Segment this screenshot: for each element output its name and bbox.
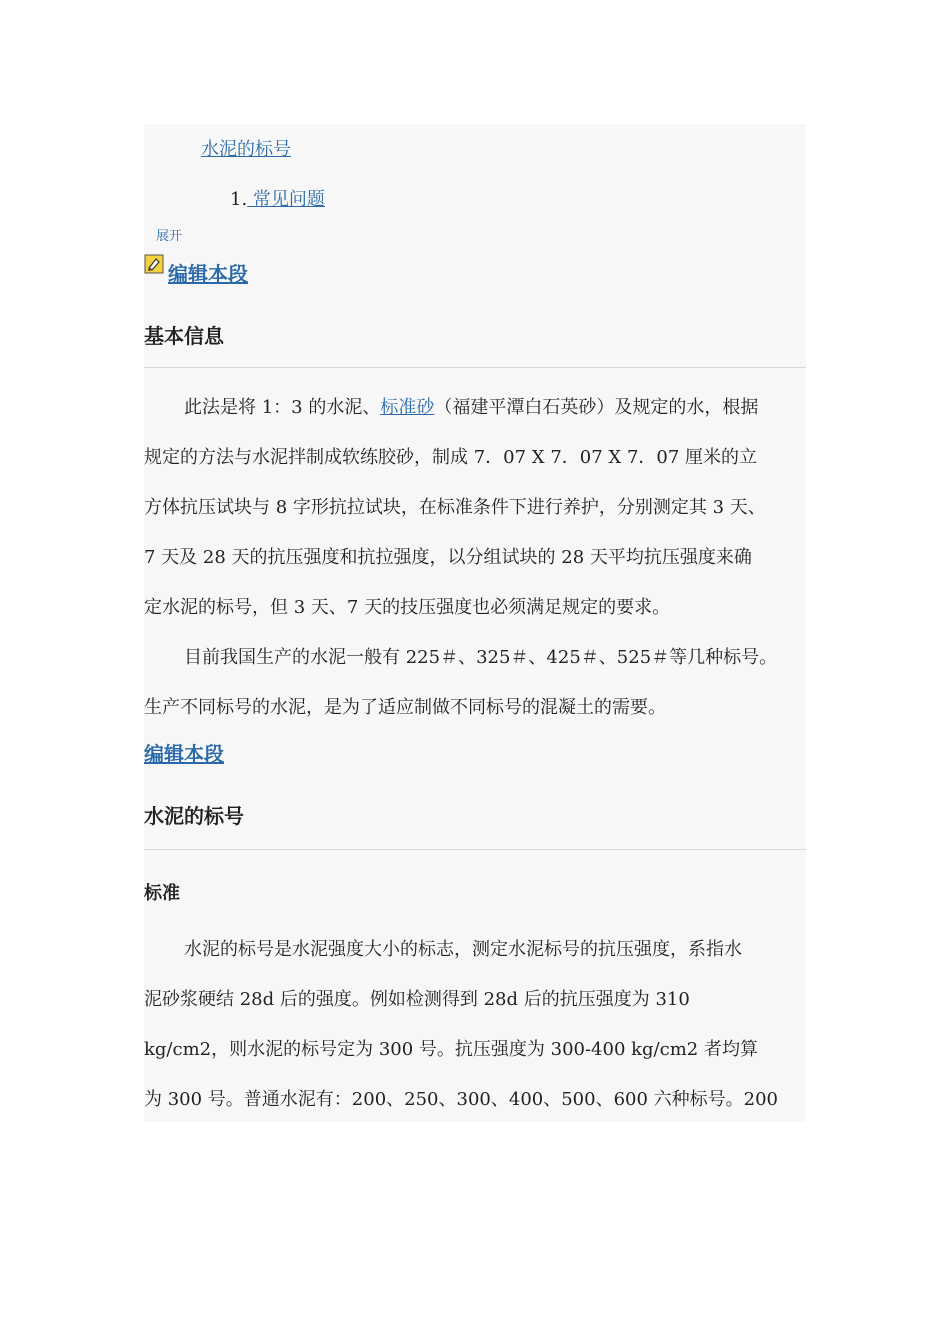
paragraph-line: 定水泥的标号，但 3 天、7 天的技压强度也必须满足规定的要求。 — [144, 597, 671, 618]
paragraph-line: kg/cm2，则水泥的标号定为 300 号。抗压强度为 300-400 kg/cm2 者均算 — [144, 1039, 758, 1060]
paragraph-line: 方体抗压试块与 8 字形抗拉试块，在标准条件下进行养护，分别测定其 3 天、 — [144, 497, 766, 518]
section-divider — [144, 367, 806, 368]
toc-item-faq — [230, 188, 325, 212]
edit-section-link-1[interactable]: 编辑本段 — [168, 262, 248, 286]
standard-sand-link[interactable]: 标准砂 — [380, 397, 435, 418]
paragraph-line: 7 天及 28 天的抗压强度和抗拉强度，以分组试块的 28 天平均抗压强度来确 — [144, 547, 752, 568]
section-heading-basic-info: 基本信息 — [144, 324, 224, 348]
paragraph-line: 泥砂浆硬结 28d 后的强度。例如检测得到 28d 后的抗压强度为 310 — [144, 989, 690, 1010]
edit-icon[interactable] — [144, 254, 164, 274]
paragraph-line: 规定的方法与水泥拌制成软练胶砂，制成 7．07 X 7．07 X 7．07 厘米的立 — [144, 447, 758, 468]
toc-link-cement-grade[interactable]: 水泥的标号 — [201, 139, 291, 160]
paragraph-line — [184, 396, 758, 420]
text-segment: （福建平潭白石英砂）及规定的水，根据 — [434, 397, 759, 418]
expand-toggle[interactable]: 展开 — [156, 229, 183, 244]
toc-link-faq[interactable]: 常见问题 — [247, 189, 325, 210]
article-content — [144, 124, 806, 1122]
subsection-heading-standard: 标准 — [144, 883, 180, 904]
text-segment: 此法是将 1：3 的水泥、 — [184, 397, 381, 418]
paragraph-line: 为 300 号。普通水泥有：200、250、300、400、500、600 六种标号。200 — [144, 1089, 779, 1110]
edit-section-link-2[interactable]: 编辑本段 — [144, 742, 224, 766]
paragraph-line: 生产不同标号的水泥，是为了适应制做不同标号的混凝土的需要。 — [144, 697, 666, 718]
toc-item-number: 1. — [230, 189, 248, 210]
paragraph-line: 水泥的标号是水泥强度大小的标志，测定水泥标号的抗压强度，系指水 — [184, 939, 742, 960]
section-divider — [144, 849, 806, 850]
paragraph-line: 目前我国生产的水泥一般有 225＃、325＃、425＃、525＃等几种标号。 — [184, 647, 778, 668]
section-heading-cement-grade: 水泥的标号 — [144, 804, 244, 828]
